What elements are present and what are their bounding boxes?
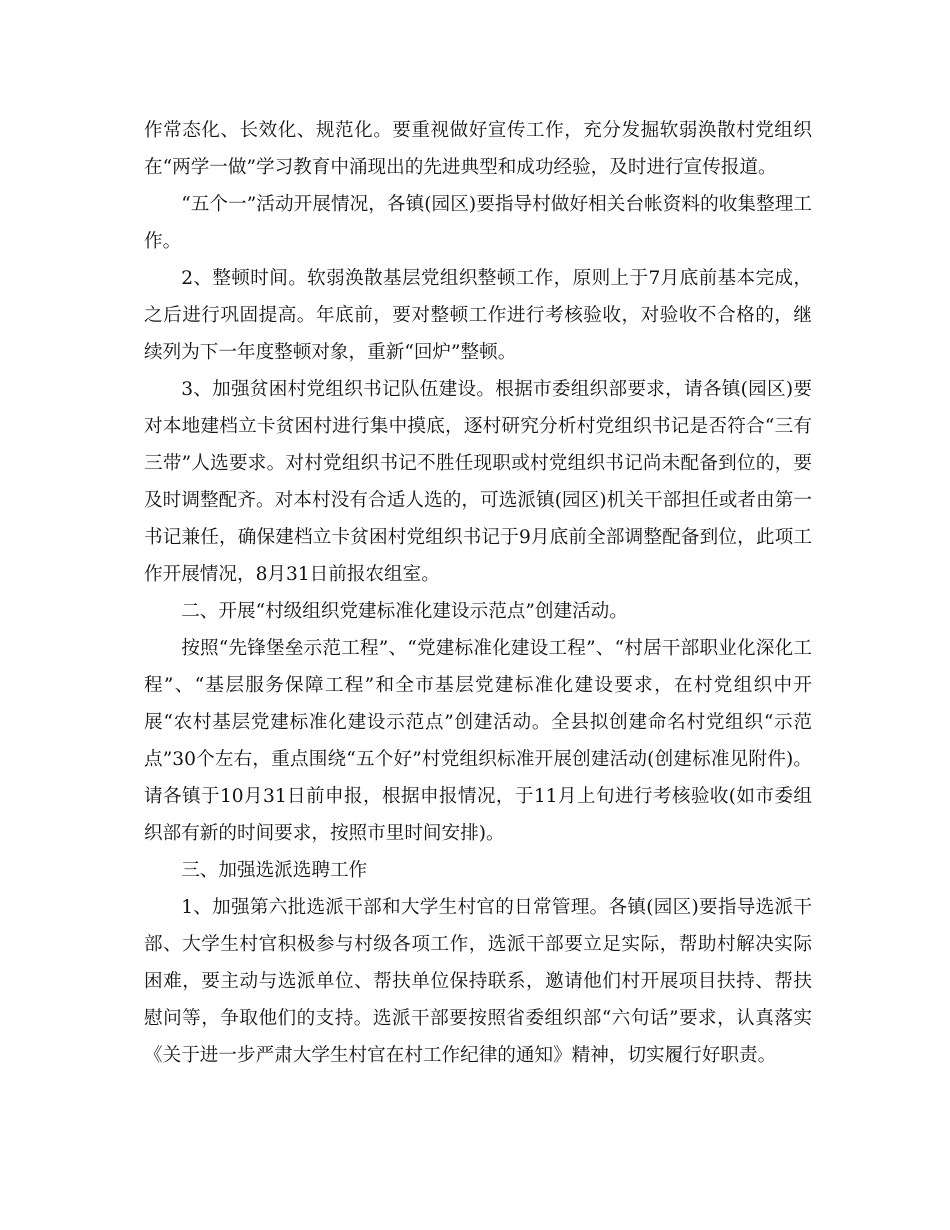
paragraph: 1、加强第六批选派干部和大学生村官的日常管理。各镇(园区)要指导选派干部、大学生村官积极参与村级各项工作，选派干部要立足实际，帮助村解决实际困难，要主动与选派单位、帮扶单位保持联系，邀请他们村开展项目扶持、帮扶慰问等，争取他们的支持。选派干部要按照省委组织部“六句话”要求，认真落实《关于进一步严肃大学生村官在村工作纪律的通知》精神，切实履行好职责。 [144,897,812,1066]
paragraph: “五个一”活动开展情况，各镇(园区)要指导村做好相关台帐资料的收集整理工作。 [144,194,812,252]
paragraph: 按照“先锋堡垒示范工程”、“党建标准化建设工程”、“村居干部职业化深化工程”、“基层服务保障工程”和全市基层党建标准化建设要求，在村党组织中开展“农村基层党建标准化建设示范点”创建活动。全县拟创建命名村党组织“示范点”30个左右，重点围绕“五个好”村党组织标准开展创建活动(创建标准见附件)。请各镇于10月31日前申报，根据申报情况，于11月上旬进行考核验收(如市委组织部有新的时间要求，按照市里时间安排)。 [144,638,812,844]
paragraph: 3、加强贫困村党组织书记队伍建设。根据市委组织部要求，请各镇(园区)要对本地建档立卡贫困村进行集中摸底，逐村研究分析村党组织书记是否符合“三有三带”人选要求。对村党组织书记不胜任现职或村党组织书记尚未配备到位的，要及时调整配齐。对本村没有合适人选的，可选派镇(园区)机关干部担任或者由第一书记兼任，确保建档立卡贫困村党组织书记于9月底前全部调整配备到位，此项工作开展情况，8月31日前报农组室。 [144,379,812,585]
document-body [144,112,812,1074]
section-heading: 二、开展“村级组织党建标准化建设示范点”创建活动。 [181,601,628,622]
section-heading: 三、加强选派选聘工作 [181,860,368,881]
paragraph: 2、整顿时间。软弱涣散基层党组织整顿工作，原则上于7月底前基本完成，之后进行巩固提高。年底前，要对整顿工作进行考核验收，对验收不合格的，继续列为下一年度整顿对象，重新“回炉”整顿。 [144,268,812,363]
paragraph: 作常态化、长效化、规范化。要重视做好宣传工作，充分发掘软弱涣散村党组织在“两学一做”学习教育中涌现出的先进典型和成功经验，及时进行宣传报道。 [144,120,812,178]
